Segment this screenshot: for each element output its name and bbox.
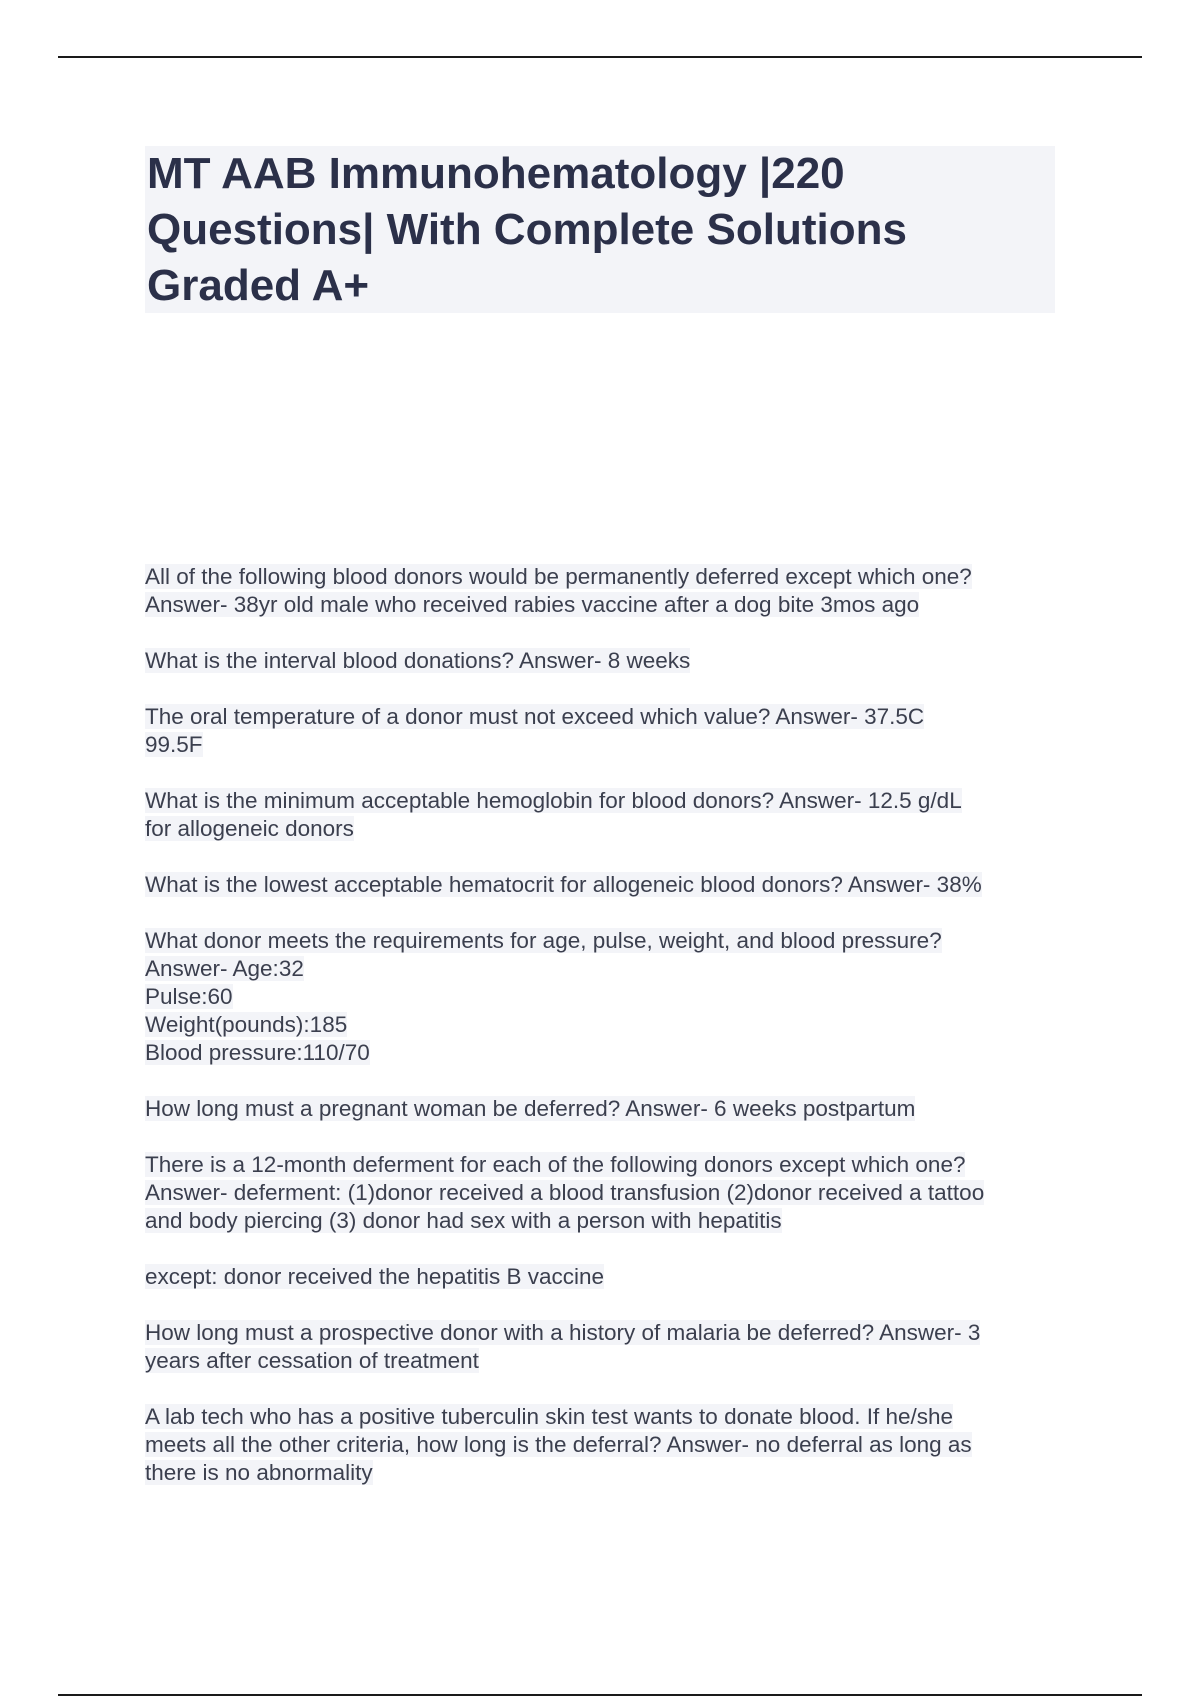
qa-item	[145, 871, 1065, 899]
qa-item	[145, 927, 1065, 1067]
qa-list	[145, 563, 1065, 1487]
qa-text: What is the lowest acceptable hematocrit for allogeneic blood donors? Answer- 38%	[145, 872, 982, 897]
qa-item	[145, 1403, 1065, 1487]
qa-item	[145, 787, 1065, 843]
qa-text: How long must a prospective donor with a history of malaria be deferred? Answer- 3 years after cessation of treatment	[145, 1320, 981, 1373]
title-block	[145, 146, 1055, 313]
qa-item	[145, 563, 1065, 619]
bottom-rule	[58, 1694, 1142, 1696]
qa-item	[145, 703, 1065, 759]
qa-text: A lab tech who has a positive tuberculin skin test wants to donate blood. If he/she meets all the other criteria, how long is the deferral? Answer- no deferral as long as there is no abnormality	[145, 1404, 972, 1485]
qa-text: There is a 12-month deferment for each of the following donors except which one? Answer- deferment: (1)donor received a blood transfusion (2)donor received a tattoo and body piercing (3) donor had sex with a person with hepatitis	[145, 1152, 985, 1233]
qa-text: How long must a pregnant woman be deferred? Answer- 6 weeks postpartum	[145, 1096, 916, 1121]
qa-text: The oral temperature of a donor must not exceed which value? Answer- 37.5C 99.5F	[145, 704, 925, 757]
qa-item	[145, 1095, 1065, 1123]
qa-text: except: donor received the hepatitis B vaccine	[145, 1264, 605, 1289]
top-rule	[58, 56, 1142, 58]
qa-item	[145, 1151, 1065, 1235]
qa-text: What donor meets the requirements for age, pulse, weight, and blood pressure? Answer- Age:32 Pulse:60 Weight(pounds):185 Blood pressure:110/70	[145, 928, 942, 1065]
qa-text: What is the minimum acceptable hemoglobin for blood donors? Answer- 12.5 g/dL for allogeneic donors	[145, 788, 962, 841]
qa-text: All of the following blood donors would be permanently deferred except which one? Answer- 38yr old male who received rabies vaccine after a dog bite 3mos ago	[145, 564, 972, 617]
qa-text: What is the interval blood donations? Answer- 8 weeks	[145, 648, 691, 673]
qa-item	[145, 1263, 1065, 1291]
qa-item	[145, 1319, 1065, 1375]
qa-item	[145, 647, 1065, 675]
document-title: MT AAB Immunohematology |220 Questions| With Complete Solutions Graded A+	[147, 149, 907, 310]
